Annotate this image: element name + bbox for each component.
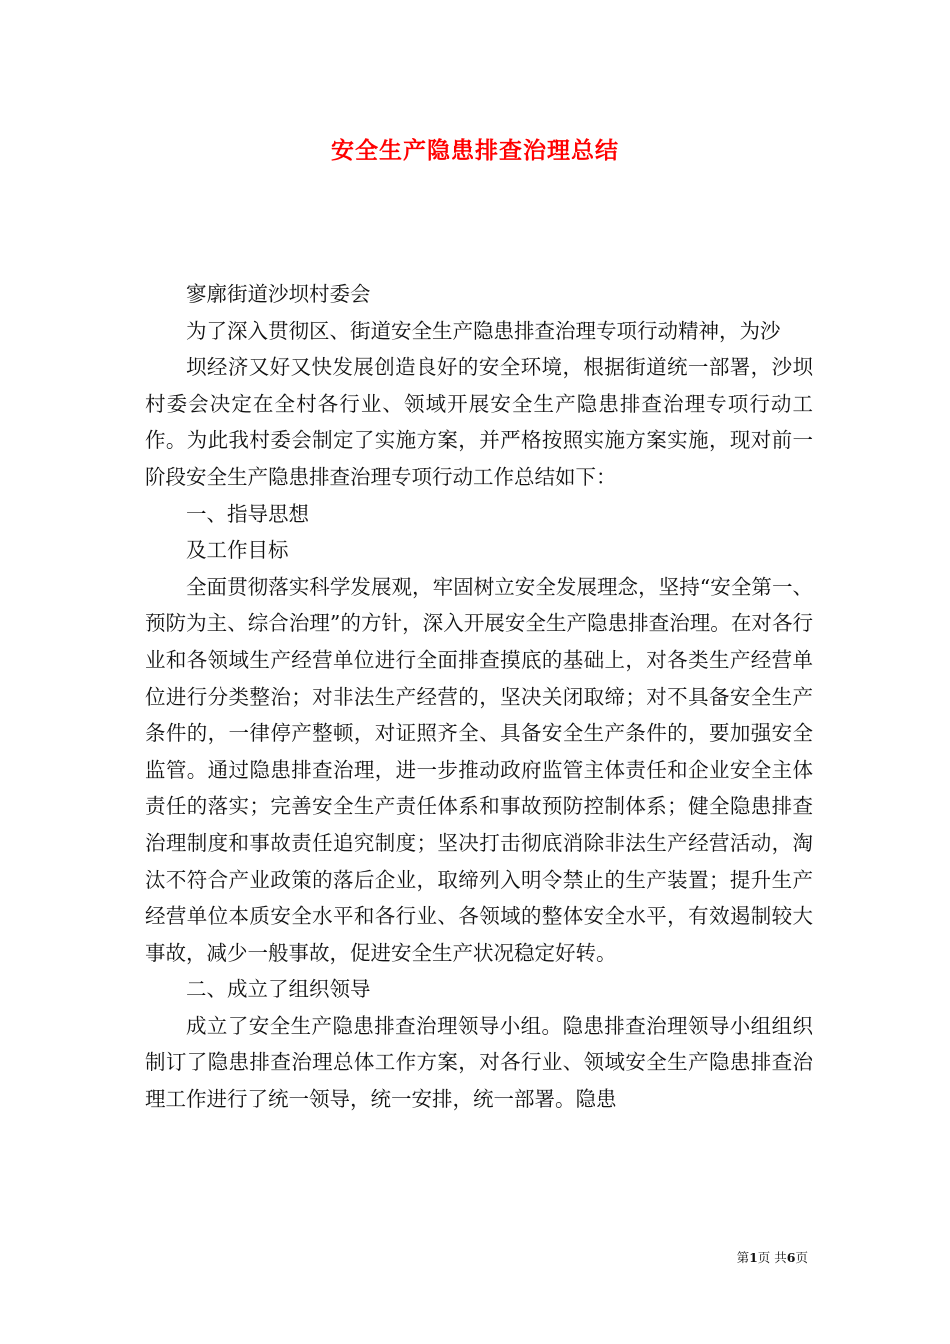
footer-middle: 页 共 <box>757 1250 787 1265</box>
paragraph-intro: 坝经济又好又快发展创造良好的安全环境，根据街道统一部署，沙坝村委会决定在全村各行业、领域开展安全生产隐患排查治理专项行动工作。为此我村委会制定了实施方案，并严格按照实施方案实施，现对前一阶段安全生产隐患排查治理专项行动工作总结如下： <box>145 355 813 489</box>
section-heading-2: 二、成立了组织领导 <box>186 977 371 1002</box>
document-title: 安全生产隐患排查治理总结 <box>331 137 619 164</box>
section-heading-1: 一、指导思想 <box>186 501 309 526</box>
document-body <box>145 276 813 1118</box>
footer-prefix: 第 <box>736 1250 750 1265</box>
footer-current-page: 1 <box>749 1250 758 1265</box>
footer-total-pages: 6 <box>786 1250 796 1265</box>
footer-suffix: 页 <box>795 1250 808 1265</box>
section-heading-1-cont: 及工作目标 <box>186 538 289 563</box>
paragraph-guiding-thought: 全面贯彻落实科学发展观，牢固树立安全发展理念，坚持“安全第一、预防为主、综合治理”的方针，深入开展安全生产隐患排查治理。在对各行业和各领域生产经营单位进行全面排查摸底的基础上，对各类生产经营单位进行分类整治；对非法生产经营的，坚决关闭取缔；对不具备安全生产条件的，一律停产整顿，对证照齐全、具备安全生产条件的，要加强安全监管。通过隐患排查治理，进一步推动政府监管主体责任和企业安全主体责任的落实；完善安全生产责任体系和事故预防控制体系；健全隐患排查治理制度和事故责任追究制度；坚决打击彻底消除非法生产经营活动，淘汰不符合产业政策的落后企业，取缔列入明令禁止的生产装置；提升生产经营单位本质安全水平和各行业、各领域的整体安全水平，有效遏制较大事故，减少一般事故，促进安全生产状况稳定好转。 <box>145 574 813 965</box>
paragraph-organization-leadership: 成立了安全生产隐患排查治理领导小组。隐患排查治理领导小组组织制订了隐患排查治理总体工作方案，对各行业、领域安全生产隐患排查治理工作进行了统一领导，统一安排，统一部署。隐患 <box>145 1013 813 1112</box>
paragraph-organization: 寥廓街道沙坝村委会 <box>186 282 371 306</box>
paragraph-intro-line: 为了深入贯彻区、街道安全生产隐患排查治理专项行动精神，为沙 <box>186 318 781 343</box>
page-footer <box>737 1248 808 1266</box>
